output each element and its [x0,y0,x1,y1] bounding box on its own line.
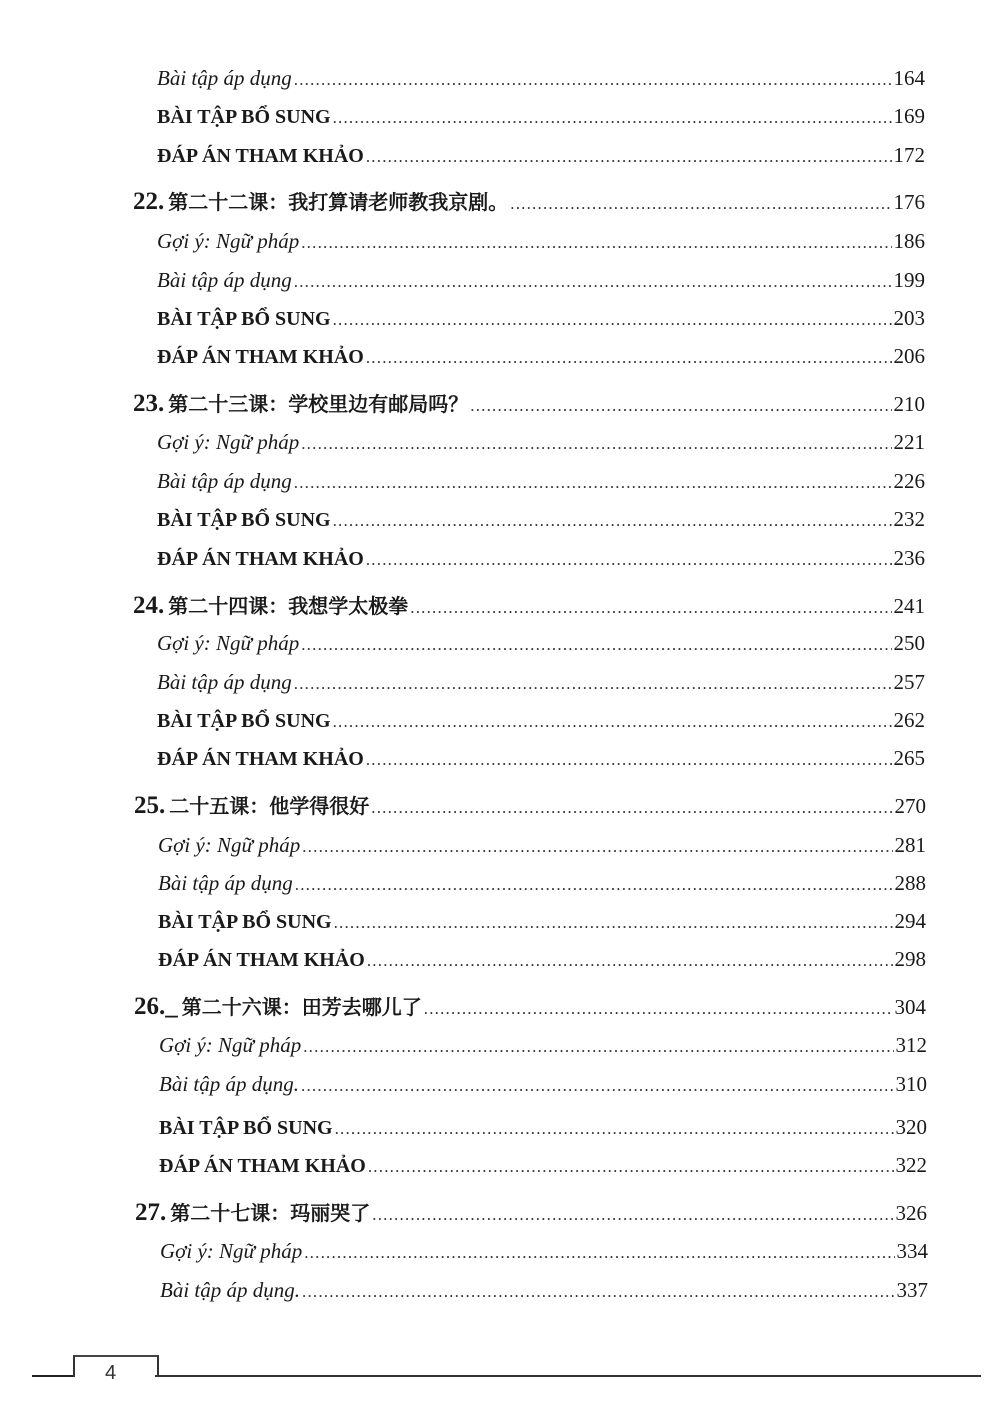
entry-page: 322 [895,1153,927,1177]
entry-page: 232 [893,507,925,531]
toc-entry[interactable] [158,833,926,858]
toc-entry[interactable] [157,268,925,293]
entry-title: Bài tập áp dụng [157,670,292,694]
dot-leader [410,598,891,618]
entry-page: 186 [893,229,925,253]
entry-title: BÀI TẬP BỔ SUNG [157,509,331,531]
entry-title: Bài tập áp dụng [158,871,293,895]
entry-page: 281 [894,833,926,857]
entry-title: Gợi ý: Ngữ pháp [160,1239,303,1263]
dot-leader [301,434,891,454]
entry-title: Gợi ý: Ngữ pháp [158,833,301,857]
toc-entry[interactable] [157,229,925,254]
entry-title: 第二十二课：我打算请老师教我京剧。 [168,190,509,214]
toc-entry[interactable] [157,708,925,733]
dot-leader [333,310,892,330]
toc-lesson-entry[interactable] [133,388,925,418]
toc-entry[interactable] [159,1072,927,1097]
entry-title: 第二十四课：我想学太极拳 [168,594,409,618]
dot-leader [294,70,892,90]
toc-entry[interactable] [158,947,926,972]
entry-page: 265 [893,746,925,770]
toc-entry[interactable] [157,631,925,656]
footer-rule-left [32,1375,74,1377]
dot-leader [510,194,891,214]
dot-leader [334,913,893,933]
entry-title: Bài tập áp dụng [157,268,292,292]
dot-leader [302,1282,895,1302]
lesson-number: 27. [135,1199,167,1226]
footer-rule-right [155,1375,981,1377]
toc-entry[interactable] [157,344,925,369]
entry-title: Gợi ý: Ngữ pháp [157,229,300,253]
lesson-number: 22. [133,188,165,215]
dot-leader [294,674,892,694]
entry-page: 164 [893,66,925,90]
entry-title: BÀI TẬP BỔ SUNG [157,710,331,732]
dot-leader [366,750,892,770]
dot-leader [301,233,891,253]
page-number: 4 [105,1362,117,1384]
entry-title: Bài tập áp dụng [157,66,292,90]
toc-lesson-entry[interactable] [135,1197,927,1227]
dot-leader [367,951,893,971]
dot-leader [368,1157,894,1177]
entry-title: 第二十七课：玛丽哭了 [170,1201,371,1225]
toc-lesson-entry[interactable] [133,590,925,620]
entry-page: 221 [893,430,925,454]
entry-page: 320 [895,1115,927,1139]
toc-entry[interactable] [157,469,925,494]
dot-leader [302,837,892,857]
toc-lesson-entry[interactable] [134,790,926,820]
dot-leader [333,108,892,128]
toc-entry[interactable] [157,66,925,91]
toc-entry[interactable] [157,746,925,771]
entry-title: ĐÁP ÁN THAM KHẢO [157,748,364,770]
toc-entry[interactable] [157,670,925,695]
entry-title: Gợi ý: Ngữ pháp [157,631,300,655]
entry-page: 262 [893,708,925,732]
dot-leader [304,1243,894,1263]
entry-title: 第二十三课：学校里边有邮局吗？ [168,392,469,416]
entry-title: ĐÁP ÁN THAM KHẢO [158,949,365,971]
toc-lesson-entry[interactable] [134,991,926,1021]
entry-title: Bài tập áp dụng [157,469,292,493]
entry-page: 310 [895,1072,927,1096]
entry-page: 172 [893,143,925,167]
toc-entry[interactable] [158,871,926,896]
entry-title: Gợi ý: Ngữ pháp [157,430,300,454]
entry-title: Bài tập áp dụng. [159,1072,299,1096]
entry-page: 206 [893,344,925,368]
entry-title: Bài tập áp dụng. [160,1278,300,1302]
entry-page: 294 [894,909,926,933]
entry-page: 337 [896,1278,928,1302]
entry-page: 226 [893,469,925,493]
toc-lesson-entry[interactable] [133,186,925,216]
entry-title: ĐÁP ÁN THAM KHẢO [157,548,364,570]
entry-title: ĐÁP ÁN THAM KHẢO [157,145,364,167]
entry-title: BÀI TẬP BỔ SUNG [157,308,331,330]
lesson-number: 26._ [134,993,178,1020]
entry-page: 250 [893,631,925,655]
dot-leader [366,147,892,167]
entry-title: BÀI TẬP BỔ SUNG [159,1117,333,1139]
entry-page: 199 [893,268,925,292]
lesson-number: 24. [133,592,165,619]
entry-title: BÀI TẬP BỔ SUNG [157,106,331,128]
dot-leader [294,272,892,292]
toc-entry[interactable] [160,1278,928,1303]
entry-page: 304 [894,995,926,1019]
toc-entry[interactable] [158,909,926,934]
entry-title: BÀI TẬP BỔ SUNG [158,911,332,933]
dot-leader [470,396,891,416]
entry-page: 270 [894,794,926,818]
entry-title: 第二十六课：田芳去哪儿了 [181,995,422,1019]
entry-title: ĐÁP ÁN THAM KHẢO [157,346,364,368]
toc-entry[interactable] [157,430,925,455]
entry-page: 288 [894,871,926,895]
dot-leader [301,1076,894,1096]
entry-page: 241 [893,594,925,618]
toc-entry[interactable] [157,546,925,571]
entry-page: 236 [893,546,925,570]
toc-entry[interactable] [159,1115,927,1140]
dot-leader [294,473,892,493]
lesson-number: 23. [133,390,165,417]
entry-title: Gợi ý: Ngữ pháp [159,1033,302,1057]
entry-title: 二十五课：他学得很好 [169,794,370,818]
entry-page: 326 [895,1201,927,1225]
entry-page: 203 [893,306,925,330]
dot-leader [371,798,892,818]
toc-entry[interactable] [157,507,925,532]
entry-page: 334 [896,1239,928,1263]
entry-page: 169 [893,104,925,128]
entry-page: 298 [894,947,926,971]
toc-entry[interactable] [157,104,925,129]
dot-leader [301,635,891,655]
toc-entry[interactable] [160,1239,928,1264]
entry-page: 312 [895,1033,927,1057]
dot-leader [366,550,892,570]
dot-leader [303,1037,893,1057]
entry-title: ĐÁP ÁN THAM KHẢO [159,1155,366,1177]
dot-leader [366,348,892,368]
toc-entry[interactable] [157,143,925,168]
entry-page: 210 [893,392,925,416]
dot-leader [424,999,893,1019]
entry-page: 257 [893,670,925,694]
dot-leader [335,1119,894,1139]
dot-leader [333,511,892,531]
toc-entry[interactable] [159,1153,927,1178]
dot-leader [372,1205,893,1225]
toc-entry[interactable] [159,1033,927,1058]
dot-leader [295,875,893,895]
dot-leader [333,712,892,732]
entry-page: 176 [893,190,925,214]
lesson-number: 25. [134,792,166,819]
toc-entry[interactable] [157,306,925,331]
